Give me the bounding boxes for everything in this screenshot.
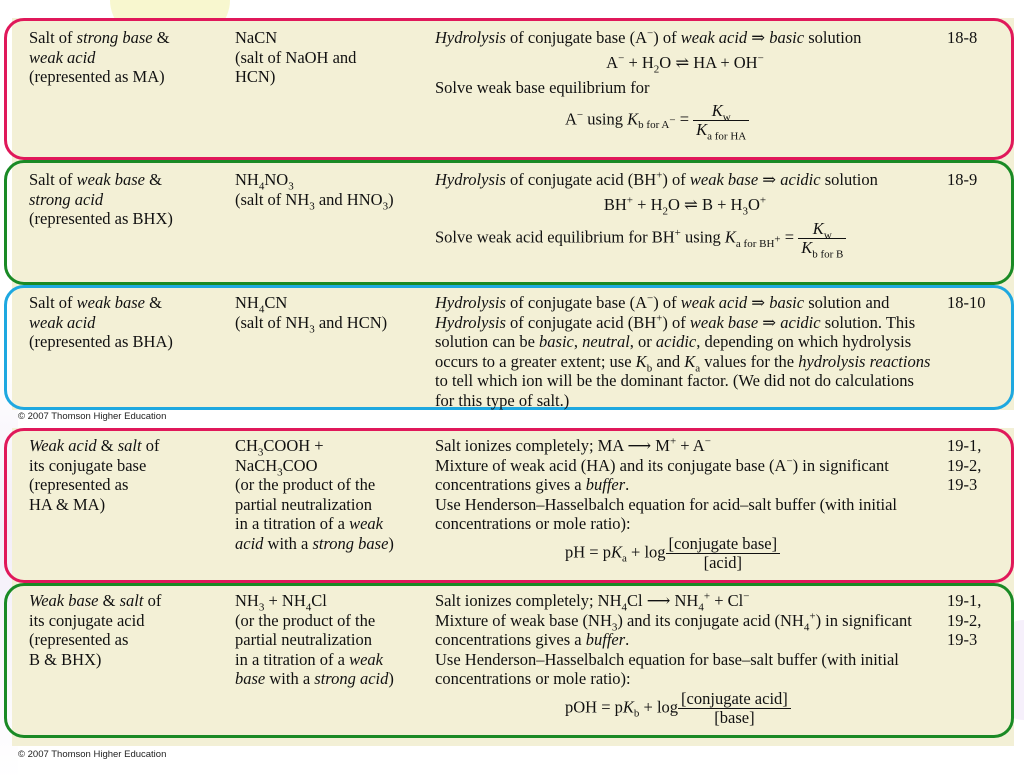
salt-type-cell: Salt of weak base & weak acid (represented as BHA) <box>29 293 173 351</box>
ref-cell: 19-1, 19-2, 19-3 <box>947 591 982 649</box>
description-cell: Hydrolysis of conjugate base (A−) of weak acid ⇒ basic solution $A^- + H_2O$ ⇌ HA + OH− Solve weak base equilibrium for A− using $K_{b for A^-}$ = $\frac{K_w}{K_{a for HA}}$ <box>435 28 935 139</box>
salt-type-cell: Weak acid & salt of its conjugate base (represented as HA & MA) <box>29 436 160 514</box>
ref-cell: 18-10 <box>947 293 986 312</box>
table-row <box>4 160 1014 285</box>
table-row <box>4 18 1014 160</box>
copyright-text: © 2007 Thomson Higher Education <box>18 749 167 760</box>
salt-type-cell: Salt of strong base & weak acid (represented as MA) <box>29 28 170 86</box>
ref-cell: 18-9 <box>947 170 978 189</box>
formula: pOH = $pK_b + \log$ $\frac{\text{[conjugate acid]}}{\text{[base]}}$ <box>435 690 935 727</box>
formula: A− using $K_{b for A^-}$ = $\frac{K_w}{K_{a for HA}}$ <box>435 102 935 139</box>
description-cell: Salt ionizes completely; $NH_4Cl$ ⟶ $NH_4^+ + Cl^-$ Mixture of weak base $(NH_3)$ and its conjugate acid $(NH_4^+)$ in significant concentrations gives a buffer. Use Henderson–Hasselbalch equation for base–salt buffer (with initial concentrations or mole ratio): pOH = $pK_b + \log$ $\frac{\text{[conjugate acid]}}{\text{[base]}}$ <box>435 591 935 727</box>
example-cell: $NH_4NO_3$ (salt of $NH_3$ and $HNO_3$) <box>235 170 394 212</box>
description-cell: Hydrolysis of conjugate base (A−) of weak acid ⇒ basic solution and Hydrolysis of conjugate acid (BH+) of weak base ⇒ acidic solution. This solution can be basic, neutral, or acidic, depending on which hydrolysis occurs to a greater extent; use $K_b$ and $K_a$ values for the hydrolysis reactions to tell which ion will be the dominant factor. (We did not do calculations for this type of salt.) <box>435 292 931 410</box>
description-cell: Salt ionizes completely; MA ⟶ M+ + A− Mixture of weak acid (HA) and its conjugate base (A−) in significant concentrations gives a buffer. Use Henderson–Hasselbalch equation for acid–salt buffer (with initial concentrations or mole ratio): pH = $pK_a + \log$ $\frac{\text{[conjugate base]}}{\text{[acid]}}$ <box>435 436 935 572</box>
description-cell: Hydrolysis of conjugate acid (BH+) of weak base ⇒ acidic solution $BH^+ + H_2O$ ⇌ $B + H_3O^+$ Solve weak acid equilibrium for BH+ using $K_{a for BH^+}$ = $\frac{K_w}{K_{b for B}}$ <box>435 170 935 257</box>
ref-cell: 18-8 <box>947 28 978 47</box>
table-row <box>4 285 1014 410</box>
equation: $BH^+ + H_2O$ ⇌ $B + H_3O^+$ <box>603 194 767 217</box>
example-cell: $NH_4CN$ (salt of $NH_3$ and HCN) <box>235 293 388 335</box>
example-cell: NaCN (salt of NaOH and HCN) <box>235 28 357 86</box>
formula: Solve weak acid equilibrium for BH+ using $K_{a for BH^+}$ = $\frac{K_w}{K_{b for B}}$ <box>435 220 935 257</box>
ref-cell: 19-1, 19-2, 19-3 <box>947 436 982 494</box>
copyright-text: © 2007 Thomson Higher Education <box>18 411 167 422</box>
example-cell: $NH_3 + NH_4Cl$ (or the product of the partial neutralization in a titration of a weak base with a strong acid) <box>235 591 394 688</box>
equation: $A^- + H_2O$ ⇌ HA + OH− <box>606 52 764 75</box>
formula: pH = $pK_a + \log$ $\frac{\text{[conjugate base]}}{\text{[acid]}}$ <box>435 535 935 572</box>
example-cell: $CH_3COOH$ + NaCH$_3$COO (or the product of the partial neutralization in a titration of a weak acid with a strong base) <box>235 436 394 553</box>
salt-type-cell: Weak base & salt of its conjugate acid (represented as B & BHX) <box>29 591 162 669</box>
salt-type-cell: Salt of weak base & strong acid (represented as BHX) <box>29 170 173 228</box>
table-row <box>4 428 1014 583</box>
table-row <box>4 583 1014 738</box>
